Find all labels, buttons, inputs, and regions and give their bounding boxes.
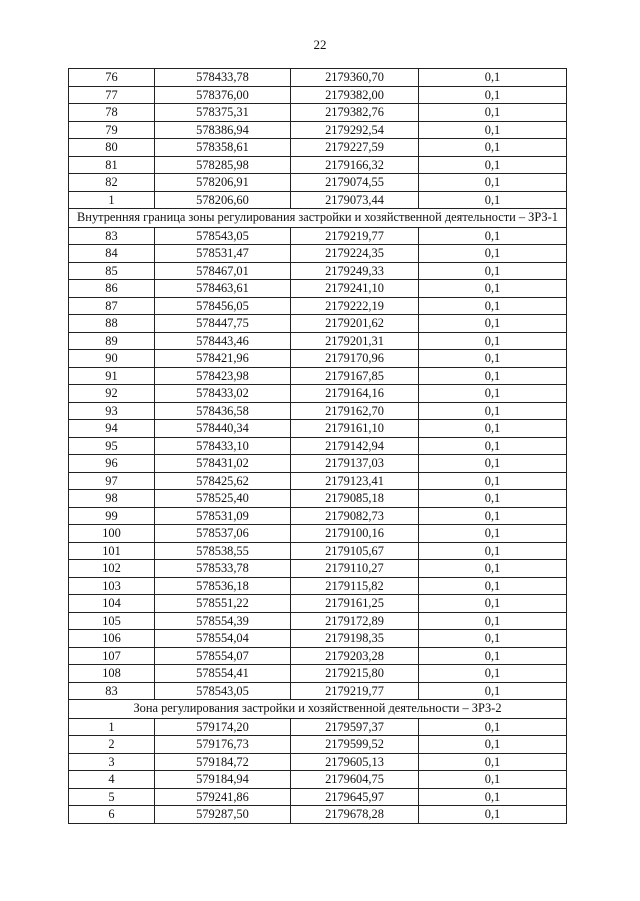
point-number-cell: 3 (69, 753, 155, 771)
y-coordinate-cell: 2179162,70 (291, 402, 419, 420)
point-number-cell: 86 (69, 280, 155, 298)
accuracy-cell: 0,1 (419, 665, 567, 683)
table-row (69, 86, 567, 104)
x-coordinate-cell: 578536,18 (155, 577, 291, 595)
x-coordinate-cell: 578554,41 (155, 665, 291, 683)
accuracy-cell: 0,1 (419, 367, 567, 385)
point-number-cell: 83 (69, 227, 155, 245)
accuracy-cell: 0,1 (419, 332, 567, 350)
table-row (69, 139, 567, 157)
accuracy-cell: 0,1 (419, 753, 567, 771)
accuracy-cell: 0,1 (419, 472, 567, 490)
x-coordinate-cell: 578531,09 (155, 507, 291, 525)
accuracy-cell: 0,1 (419, 542, 567, 560)
y-coordinate-cell: 2179105,67 (291, 542, 419, 560)
table-row (69, 437, 567, 455)
y-coordinate-cell: 2179142,94 (291, 437, 419, 455)
table-row (69, 156, 567, 174)
x-coordinate-cell: 578543,05 (155, 682, 291, 700)
table-row (69, 806, 567, 824)
y-coordinate-cell: 2179172,89 (291, 612, 419, 630)
table-row (69, 718, 567, 736)
y-coordinate-cell: 2179198,35 (291, 630, 419, 648)
x-coordinate-cell: 578456,05 (155, 297, 291, 315)
accuracy-cell: 0,1 (419, 191, 567, 209)
accuracy-cell: 0,1 (419, 736, 567, 754)
x-coordinate-cell: 578525,40 (155, 490, 291, 508)
x-coordinate-cell: 579184,94 (155, 771, 291, 789)
point-number-cell: 102 (69, 560, 155, 578)
y-coordinate-cell: 2179167,85 (291, 367, 419, 385)
y-coordinate-cell: 2179161,25 (291, 595, 419, 613)
y-coordinate-cell: 2179249,33 (291, 262, 419, 280)
point-number-cell: 76 (69, 69, 155, 87)
y-coordinate-cell: 2179115,82 (291, 577, 419, 595)
point-number-cell: 4 (69, 771, 155, 789)
x-coordinate-cell: 578463,61 (155, 280, 291, 298)
table-row (69, 227, 567, 245)
accuracy-cell: 0,1 (419, 682, 567, 700)
x-coordinate-cell: 578423,98 (155, 367, 291, 385)
point-number-cell: 81 (69, 156, 155, 174)
point-number-cell: 100 (69, 525, 155, 543)
point-number-cell: 88 (69, 315, 155, 333)
y-coordinate-cell: 2179382,00 (291, 86, 419, 104)
point-number-cell: 6 (69, 806, 155, 824)
accuracy-cell: 0,1 (419, 788, 567, 806)
table-row (69, 472, 567, 490)
y-coordinate-cell: 2179599,52 (291, 736, 419, 754)
x-coordinate-cell: 578538,55 (155, 542, 291, 560)
x-coordinate-cell: 578533,78 (155, 560, 291, 578)
table-row (69, 788, 567, 806)
x-coordinate-cell: 578358,61 (155, 139, 291, 157)
point-number-cell: 103 (69, 577, 155, 595)
y-coordinate-cell: 2179241,10 (291, 280, 419, 298)
point-number-cell: 80 (69, 139, 155, 157)
y-coordinate-cell: 2179219,77 (291, 682, 419, 700)
table-row (69, 560, 567, 578)
table-row (69, 280, 567, 298)
point-number-cell: 85 (69, 262, 155, 280)
y-coordinate-cell: 2179110,27 (291, 560, 419, 578)
page-number: 22 (313, 37, 327, 52)
table-row (69, 736, 567, 754)
accuracy-cell: 0,1 (419, 490, 567, 508)
table-row (69, 542, 567, 560)
point-number-cell: 108 (69, 665, 155, 683)
accuracy-cell: 0,1 (419, 156, 567, 174)
table-row (69, 507, 567, 525)
point-number-cell: 106 (69, 630, 155, 648)
accuracy-cell: 0,1 (419, 69, 567, 87)
accuracy-cell: 0,1 (419, 525, 567, 543)
accuracy-cell: 0,1 (419, 385, 567, 403)
y-coordinate-cell: 2179074,55 (291, 174, 419, 192)
point-number-cell: 99 (69, 507, 155, 525)
y-coordinate-cell: 2179604,75 (291, 771, 419, 789)
y-coordinate-cell: 2179597,37 (291, 718, 419, 736)
accuracy-cell: 0,1 (419, 507, 567, 525)
table-row (69, 104, 567, 122)
accuracy-cell: 0,1 (419, 455, 567, 473)
accuracy-cell: 0,1 (419, 350, 567, 368)
x-coordinate-cell: 578425,62 (155, 472, 291, 490)
x-coordinate-cell: 579176,73 (155, 736, 291, 754)
table-row (69, 577, 567, 595)
accuracy-cell: 0,1 (419, 121, 567, 139)
accuracy-cell: 0,1 (419, 630, 567, 648)
coordinates-table-body (69, 69, 567, 824)
y-coordinate-cell: 2179224,35 (291, 245, 419, 263)
x-coordinate-cell: 578386,94 (155, 121, 291, 139)
x-coordinate-cell: 578467,01 (155, 262, 291, 280)
y-coordinate-cell: 2179382,76 (291, 104, 419, 122)
y-coordinate-cell: 2179678,28 (291, 806, 419, 824)
section-title: Внутренняя граница зоны регулирования застройки и хозяйственной деятельности – ЗРЗ-1 (69, 209, 567, 228)
x-coordinate-cell: 578206,91 (155, 174, 291, 192)
x-coordinate-cell: 579241,86 (155, 788, 291, 806)
accuracy-cell: 0,1 (419, 806, 567, 824)
accuracy-cell: 0,1 (419, 577, 567, 595)
point-number-cell: 92 (69, 385, 155, 403)
x-coordinate-cell: 578433,10 (155, 437, 291, 455)
table-row (69, 420, 567, 438)
accuracy-cell: 0,1 (419, 280, 567, 298)
point-number-cell: 95 (69, 437, 155, 455)
accuracy-cell: 0,1 (419, 595, 567, 613)
point-number-cell: 2 (69, 736, 155, 754)
accuracy-cell: 0,1 (419, 402, 567, 420)
table-row (69, 612, 567, 630)
table-row (69, 69, 567, 87)
table-row (69, 350, 567, 368)
point-number-cell: 79 (69, 121, 155, 139)
table-row (69, 665, 567, 683)
y-coordinate-cell: 2179170,96 (291, 350, 419, 368)
x-coordinate-cell: 578543,05 (155, 227, 291, 245)
table-row (69, 630, 567, 648)
x-coordinate-cell: 579287,50 (155, 806, 291, 824)
y-coordinate-cell: 2179201,62 (291, 315, 419, 333)
y-coordinate-cell: 2179203,28 (291, 647, 419, 665)
point-number-cell: 97 (69, 472, 155, 490)
y-coordinate-cell: 2179227,59 (291, 139, 419, 157)
x-coordinate-cell: 578554,04 (155, 630, 291, 648)
y-coordinate-cell: 2179123,41 (291, 472, 419, 490)
table-row (69, 367, 567, 385)
point-number-cell: 82 (69, 174, 155, 192)
accuracy-cell: 0,1 (419, 420, 567, 438)
accuracy-cell: 0,1 (419, 262, 567, 280)
section-title: Зона регулирования застройки и хозяйственной деятельности – ЗРЗ-2 (69, 700, 567, 719)
x-coordinate-cell: 578376,00 (155, 86, 291, 104)
y-coordinate-cell: 2179219,77 (291, 227, 419, 245)
y-coordinate-cell: 2179605,13 (291, 753, 419, 771)
table-row (69, 771, 567, 789)
y-coordinate-cell: 2179360,70 (291, 69, 419, 87)
table-row (69, 245, 567, 263)
point-number-cell: 105 (69, 612, 155, 630)
point-number-cell: 96 (69, 455, 155, 473)
point-number-cell: 98 (69, 490, 155, 508)
y-coordinate-cell: 2179073,44 (291, 191, 419, 209)
table-row (69, 490, 567, 508)
point-number-cell: 83 (69, 682, 155, 700)
accuracy-cell: 0,1 (419, 86, 567, 104)
accuracy-cell: 0,1 (419, 174, 567, 192)
x-coordinate-cell: 578551,22 (155, 595, 291, 613)
x-coordinate-cell: 578431,02 (155, 455, 291, 473)
point-number-cell: 77 (69, 86, 155, 104)
section-header-row (69, 700, 567, 719)
accuracy-cell: 0,1 (419, 104, 567, 122)
point-number-cell: 5 (69, 788, 155, 806)
x-coordinate-cell: 578531,47 (155, 245, 291, 263)
y-coordinate-cell: 2179166,32 (291, 156, 419, 174)
y-coordinate-cell: 2179082,73 (291, 507, 419, 525)
x-coordinate-cell: 578537,06 (155, 525, 291, 543)
y-coordinate-cell: 2179085,18 (291, 490, 419, 508)
table-row (69, 262, 567, 280)
coordinates-table (68, 68, 567, 824)
table-row (69, 297, 567, 315)
point-number-cell: 107 (69, 647, 155, 665)
accuracy-cell: 0,1 (419, 771, 567, 789)
accuracy-cell: 0,1 (419, 718, 567, 736)
y-coordinate-cell: 2179645,97 (291, 788, 419, 806)
x-coordinate-cell: 578447,75 (155, 315, 291, 333)
point-number-cell: 94 (69, 420, 155, 438)
table-row (69, 682, 567, 700)
table-row (69, 525, 567, 543)
point-number-cell: 104 (69, 595, 155, 613)
y-coordinate-cell: 2179222,19 (291, 297, 419, 315)
x-coordinate-cell: 578554,39 (155, 612, 291, 630)
accuracy-cell: 0,1 (419, 560, 567, 578)
accuracy-cell: 0,1 (419, 139, 567, 157)
point-number-cell: 101 (69, 542, 155, 560)
table-row (69, 191, 567, 209)
table-row (69, 315, 567, 333)
x-coordinate-cell: 578443,46 (155, 332, 291, 350)
table-row (69, 647, 567, 665)
x-coordinate-cell: 578421,96 (155, 350, 291, 368)
accuracy-cell: 0,1 (419, 437, 567, 455)
x-coordinate-cell: 578206,60 (155, 191, 291, 209)
x-coordinate-cell: 578554,07 (155, 647, 291, 665)
accuracy-cell: 0,1 (419, 227, 567, 245)
point-number-cell: 1 (69, 191, 155, 209)
accuracy-cell: 0,1 (419, 245, 567, 263)
x-coordinate-cell: 578285,98 (155, 156, 291, 174)
point-number-cell: 84 (69, 245, 155, 263)
table-row (69, 402, 567, 420)
x-coordinate-cell: 578433,78 (155, 69, 291, 87)
section-header-row (69, 209, 567, 228)
point-number-cell: 87 (69, 297, 155, 315)
accuracy-cell: 0,1 (419, 612, 567, 630)
point-number-cell: 90 (69, 350, 155, 368)
accuracy-cell: 0,1 (419, 297, 567, 315)
point-number-cell: 78 (69, 104, 155, 122)
table-row (69, 385, 567, 403)
y-coordinate-cell: 2179201,31 (291, 332, 419, 350)
x-coordinate-cell: 578436,58 (155, 402, 291, 420)
y-coordinate-cell: 2179161,10 (291, 420, 419, 438)
y-coordinate-cell: 2179137,03 (291, 455, 419, 473)
point-number-cell: 1 (69, 718, 155, 736)
y-coordinate-cell: 2179164,16 (291, 385, 419, 403)
table-row (69, 332, 567, 350)
x-coordinate-cell: 578440,34 (155, 420, 291, 438)
point-number-cell: 93 (69, 402, 155, 420)
table-row (69, 121, 567, 139)
table-row (69, 174, 567, 192)
table-row (69, 595, 567, 613)
x-coordinate-cell: 579174,20 (155, 718, 291, 736)
table-row (69, 753, 567, 771)
x-coordinate-cell: 578433,02 (155, 385, 291, 403)
y-coordinate-cell: 2179100,16 (291, 525, 419, 543)
x-coordinate-cell: 578375,31 (155, 104, 291, 122)
point-number-cell: 89 (69, 332, 155, 350)
accuracy-cell: 0,1 (419, 315, 567, 333)
point-number-cell: 91 (69, 367, 155, 385)
y-coordinate-cell: 2179215,80 (291, 665, 419, 683)
y-coordinate-cell: 2179292,54 (291, 121, 419, 139)
x-coordinate-cell: 579184,72 (155, 753, 291, 771)
table-row (69, 455, 567, 473)
accuracy-cell: 0,1 (419, 647, 567, 665)
